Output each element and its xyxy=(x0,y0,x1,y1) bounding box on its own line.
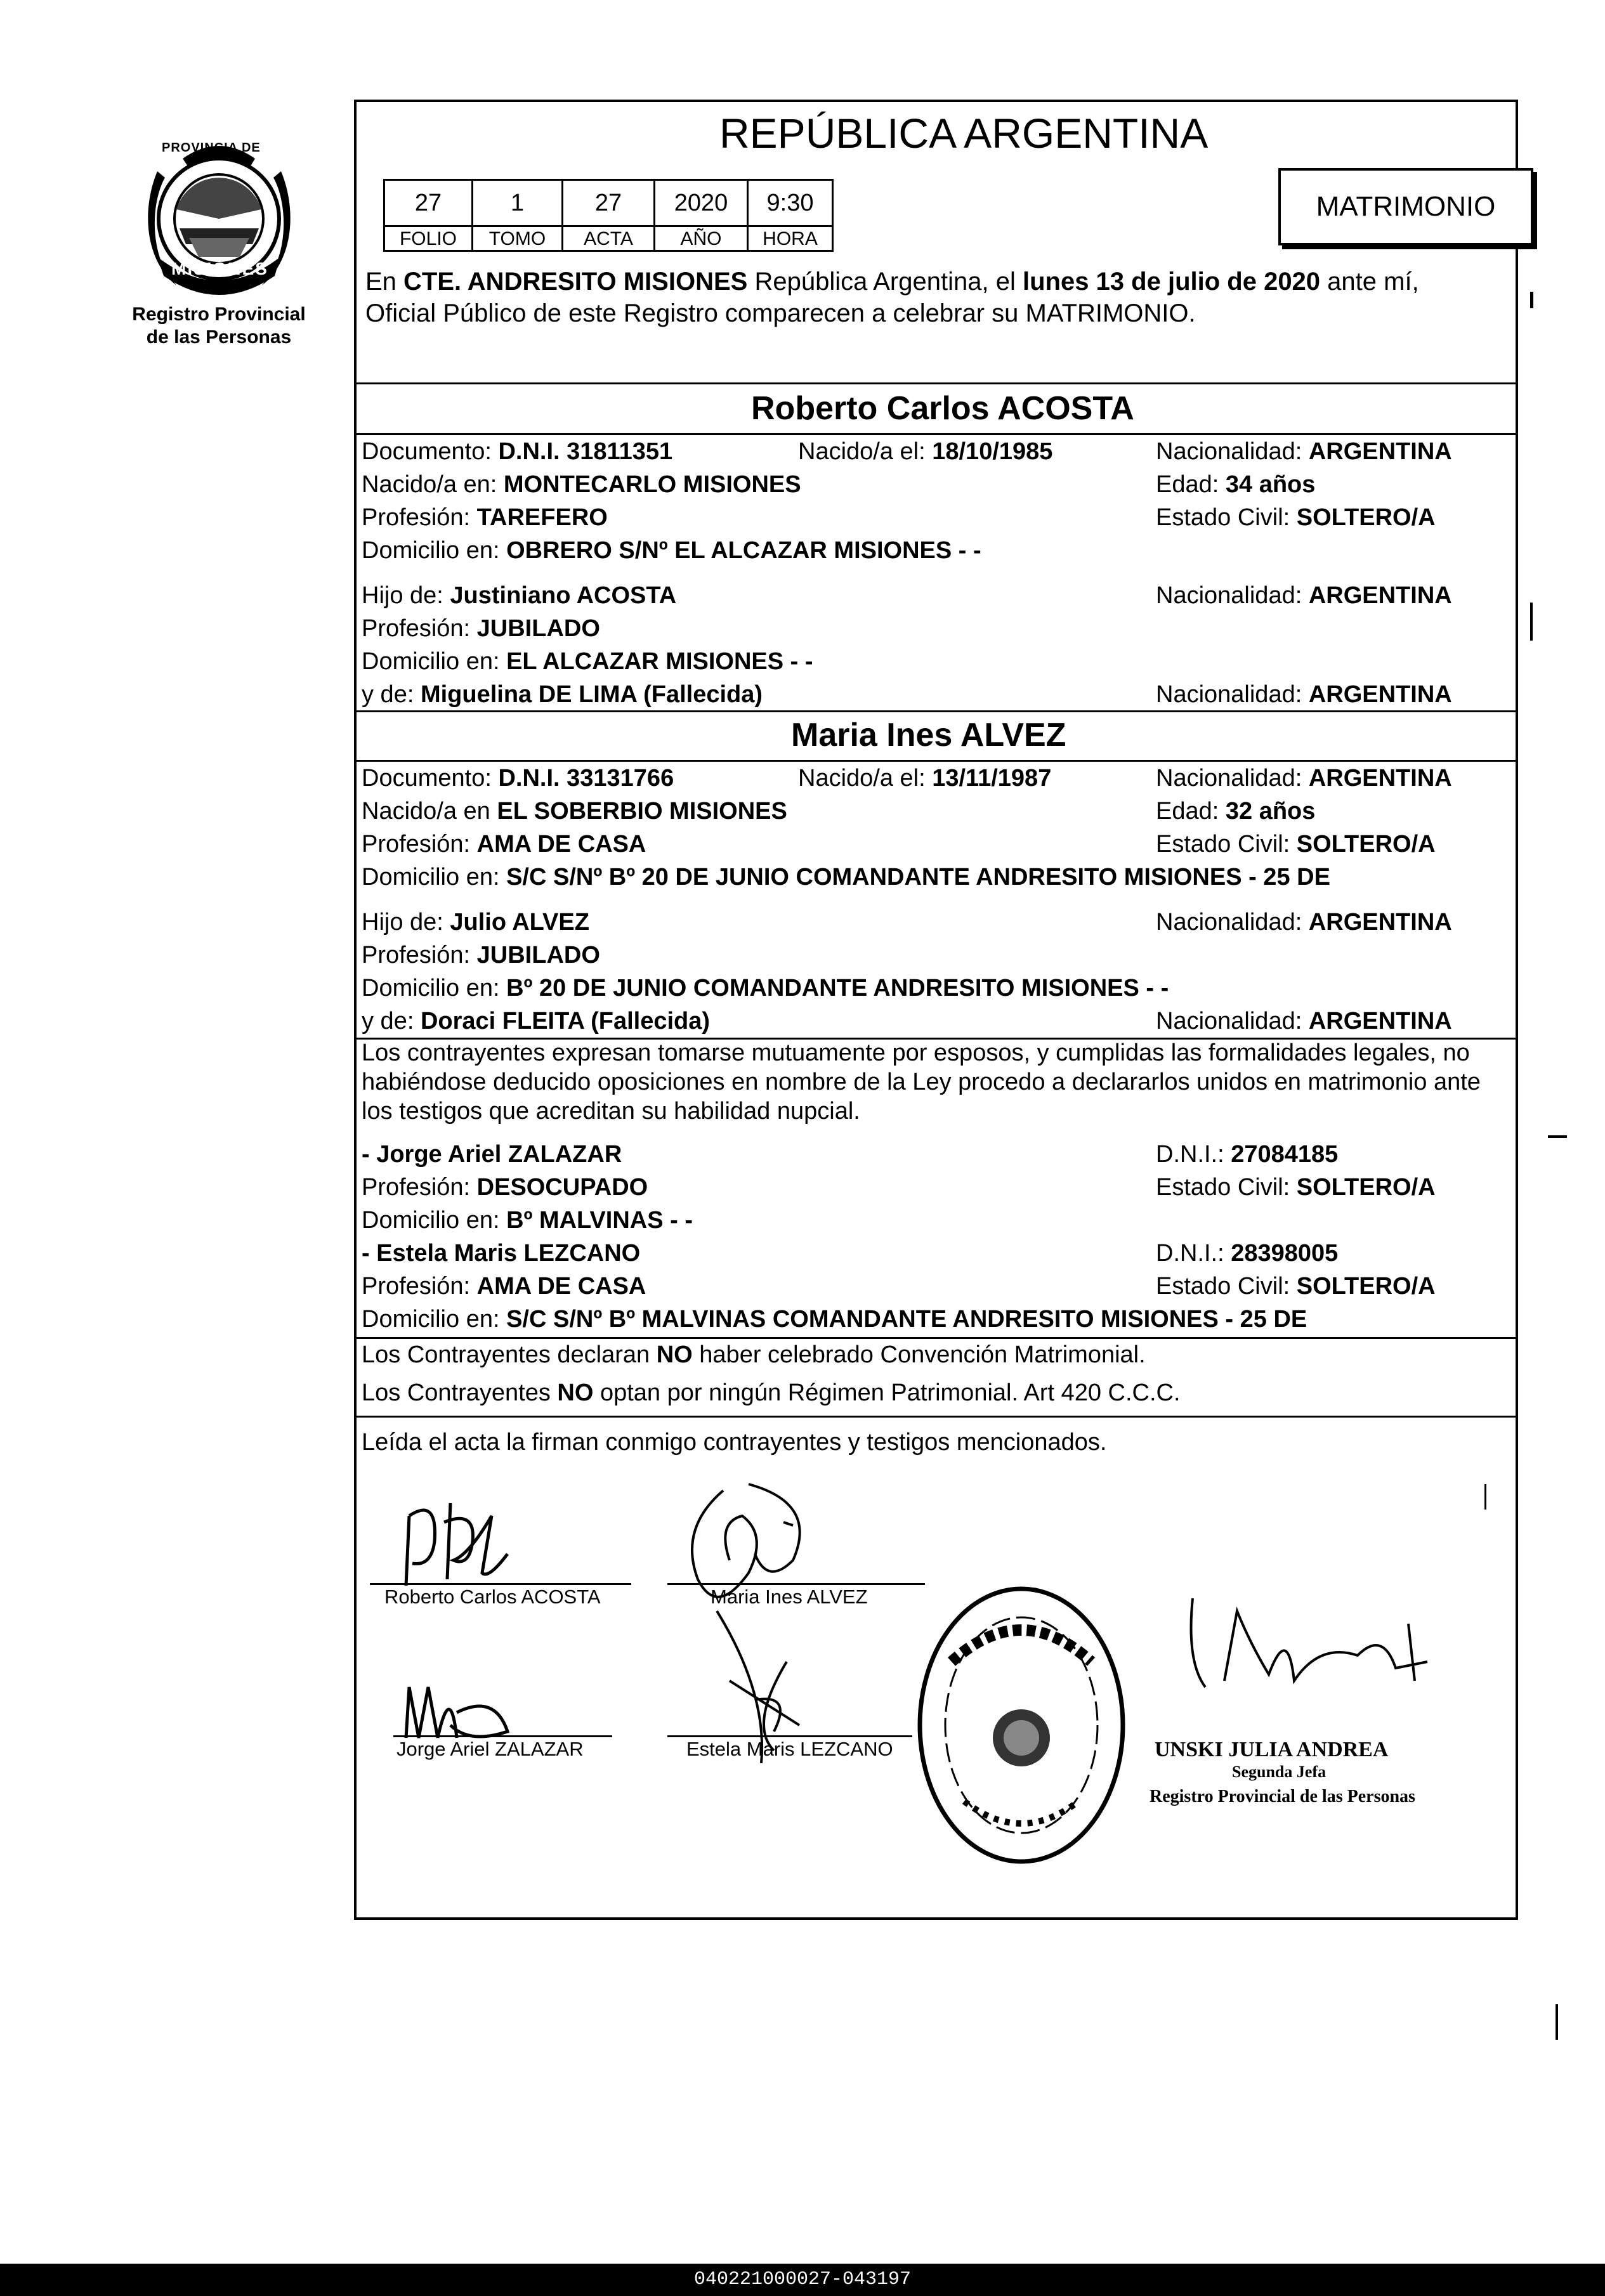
spouse2-name: Maria Ines ALVEZ xyxy=(791,717,1066,753)
anio-value: 2020 xyxy=(653,179,749,227)
field-label: Edad: xyxy=(1156,471,1226,498)
spouse2-nacido-en xyxy=(362,796,787,826)
field-label: Estado Civil: xyxy=(1156,504,1297,531)
field-value: 27084185 xyxy=(1231,1141,1339,1168)
witness2-domicilio xyxy=(362,1304,1307,1334)
intro-place: CTE. ANDRESITO MISIONES xyxy=(403,268,748,296)
field-value: 32 años xyxy=(1225,798,1316,825)
field-value: ARGENTINA xyxy=(1308,681,1452,708)
field-label: Documento: xyxy=(362,438,499,465)
intro-suffix: ante mí, xyxy=(1320,268,1419,296)
witness1-profesion xyxy=(362,1172,648,1203)
spouse2-nacionalidad xyxy=(1156,763,1452,793)
field-label: Domicilio en: xyxy=(362,864,507,890)
spouse1-nacido-el xyxy=(798,436,1052,467)
convention-emphasis: NO xyxy=(656,1341,693,1368)
spouse1-madre-nacionalidad xyxy=(1156,679,1452,710)
hora-label: HORA xyxy=(747,225,834,252)
field-label: Nacido/a el: xyxy=(798,765,933,792)
spouse2-padre xyxy=(362,907,589,937)
signature-acosta-icon xyxy=(381,1490,609,1592)
field-label: Estado Civil: xyxy=(1156,831,1297,858)
spouse2-madre-nacionalidad xyxy=(1156,1006,1452,1036)
field-value: ARGENTINA xyxy=(1308,765,1452,792)
acta-label: ACTA xyxy=(561,225,655,252)
spouse2-documento xyxy=(362,763,674,793)
field-value: ARGENTINA xyxy=(1308,909,1452,936)
convention-text: Los Contrayentes declaran xyxy=(362,1341,657,1368)
intro-date: lunes 13 de julio de 2020 xyxy=(1022,268,1321,296)
signature-line xyxy=(370,1583,631,1585)
witness2-estado-civil xyxy=(1156,1271,1436,1301)
field-label: Nacido/a el: xyxy=(798,438,933,465)
field-value: 28398005 xyxy=(1231,1240,1339,1267)
field-value: SOLTERO/A xyxy=(1296,1174,1436,1201)
field-label: Hijo de: xyxy=(362,909,450,936)
convention-text: haber celebrado Convención Matrimonial. xyxy=(692,1341,1146,1368)
spouse1-padre xyxy=(362,580,676,611)
logo-caption-line1: Registro Provincial xyxy=(132,304,306,325)
field-value: OBRERO S/Nº EL ALCAZAR MISIONES - - xyxy=(506,537,981,564)
hora-value: 9:30 xyxy=(747,179,834,227)
field-value: MONTECARLO MISIONES xyxy=(503,471,801,498)
field-value: ARGENTINA xyxy=(1308,438,1452,465)
witness1-dni xyxy=(1156,1139,1338,1170)
field-label: Documento: xyxy=(362,765,499,792)
field-label: Nacionalidad: xyxy=(1156,438,1309,465)
scan-mark xyxy=(1484,1484,1486,1510)
spouse1-nacido-en xyxy=(362,469,801,500)
field-value: 34 años xyxy=(1225,471,1316,498)
signature-line xyxy=(393,1735,612,1737)
field-label: Domicilio en: xyxy=(362,648,507,675)
field-value: SOLTERO/A xyxy=(1296,1273,1436,1300)
document-code: 040221000027-043197 xyxy=(693,2269,912,2290)
field-label: Nacionalidad: xyxy=(1156,909,1309,936)
official-office: Registro Provincial de las Personas xyxy=(1150,1787,1415,1806)
field-value: Justiniano ACOSTA xyxy=(450,582,677,609)
declaration-line3: los testigos que acreditan su habilidad nupcial. xyxy=(362,1098,860,1125)
spouse1-edad xyxy=(1156,469,1315,500)
field-label: Nacionalidad: xyxy=(1156,765,1309,792)
witness1-name: - Jorge Ariel ZALAZAR xyxy=(362,1141,622,1168)
field-label: y de: xyxy=(362,681,421,708)
witness1-domicilio xyxy=(362,1205,693,1236)
field-value: 18/10/1985 xyxy=(932,438,1053,465)
field-label: Estado Civil: xyxy=(1156,1273,1297,1300)
spouse1-nacionalidad xyxy=(1156,436,1452,467)
field-value: D.N.I. 33131766 xyxy=(498,765,674,792)
field-label: Domicilio en: xyxy=(362,1306,507,1333)
official-title: Segunda Jefa xyxy=(1232,1763,1327,1781)
scan-mark xyxy=(1548,1135,1567,1138)
field-label: Nacionalidad: xyxy=(1156,681,1309,708)
field-label: Nacionalidad: xyxy=(1156,1008,1309,1034)
field-label: Profesión: xyxy=(362,504,477,531)
field-value: Bº 20 DE JUNIO COMANDANTE ANDRESITO MISIONES - - xyxy=(506,975,1169,1001)
scan-mark xyxy=(1530,292,1533,308)
spouse1-padre-domicilio xyxy=(362,646,813,677)
signature-name-lezcano: Estela Maris LEZCANO xyxy=(686,1738,893,1760)
field-value: AMA DE CASA xyxy=(476,831,646,858)
field-label: Nacionalidad: xyxy=(1156,582,1309,609)
field-value: TAREFERO xyxy=(476,504,608,531)
field-label: Profesión: xyxy=(362,615,477,642)
field-value: ARGENTINA xyxy=(1308,582,1452,609)
spouse1-domicilio xyxy=(362,535,981,566)
divider xyxy=(355,710,1517,712)
scan-mark xyxy=(1556,2004,1558,2040)
field-value: SOLTERO/A xyxy=(1296,504,1436,531)
spouse2-padre-domicilio xyxy=(362,973,1169,1003)
folio-label: FOLIO xyxy=(383,225,473,252)
intro-line1 xyxy=(365,266,1419,297)
field-label: Nacido/a en xyxy=(362,798,497,825)
spouse2-domicilio xyxy=(362,862,1330,892)
scan-mark xyxy=(1530,603,1533,641)
convention-text: Los Contrayentes xyxy=(362,1380,558,1406)
signature-name-zalazar: Jorge Ariel ZALAZAR xyxy=(396,1738,584,1760)
spouse1-padre-profesion xyxy=(362,613,600,644)
signature-line xyxy=(667,1583,925,1585)
signature-official-icon xyxy=(1167,1586,1446,1725)
field-value: Julio ALVEZ xyxy=(450,909,589,936)
convention-text: optan por ningún Régimen Patrimonial. Art 420 C.C.C. xyxy=(593,1380,1181,1406)
spouse2-padre-profesion xyxy=(362,940,600,970)
field-label: Profesión: xyxy=(362,1174,477,1201)
spouse2-edad xyxy=(1156,796,1315,826)
seal-bottom-text: MISIONES xyxy=(171,259,268,278)
registry-seal-icon xyxy=(914,1579,1129,1871)
field-label: Edad: xyxy=(1156,798,1226,825)
field-label: D.N.I.: xyxy=(1156,1240,1231,1267)
field-value: Miguelina DE LIMA (Fallecida) xyxy=(420,681,763,708)
field-value: S/C S/Nº Bº MALVINAS COMANDANTE ANDRESITO MISIONES - 25 DE xyxy=(506,1306,1307,1333)
convention-line2 xyxy=(362,1378,1181,1408)
field-label: Profesión: xyxy=(362,1273,477,1300)
field-label: Domicilio en: xyxy=(362,975,507,1001)
field-value: SOLTERO/A xyxy=(1296,831,1436,858)
signatures-intro: Leída el acta la firman conmigo contrayentes y testigos mencionados. xyxy=(362,1429,1107,1456)
spouse1-estado-civil xyxy=(1156,502,1436,533)
spouse2-madre xyxy=(362,1006,710,1036)
spouse2-padre-nacionalidad xyxy=(1156,907,1452,937)
field-value: S/C S/Nº Bº 20 DE JUNIO COMANDANTE ANDRESITO MISIONES - 25 DE xyxy=(506,864,1330,890)
field-value: ARGENTINA xyxy=(1308,1008,1452,1034)
intro-prefix: En xyxy=(365,268,404,296)
tomo-value: 1 xyxy=(471,179,563,227)
tomo-label: TOMO xyxy=(471,225,563,252)
witness1-estado-civil xyxy=(1156,1172,1436,1203)
field-value: D.N.I. 31811351 xyxy=(498,438,673,465)
field-value: DESOCUPADO xyxy=(476,1174,648,1201)
country-title: REPÚBLICA ARGENTINA xyxy=(719,110,1209,157)
intro-mid: República Argentina, el xyxy=(747,268,1023,296)
divider xyxy=(355,760,1517,762)
field-value: Doraci FLEITA (Fallecida) xyxy=(420,1008,711,1034)
spouse1-documento xyxy=(362,436,672,467)
field-label: Estado Civil: xyxy=(1156,1174,1297,1201)
act-type-box xyxy=(1278,168,1533,245)
signature-name-alvez: Maria Ines ALVEZ xyxy=(711,1586,868,1608)
field-label: D.N.I.: xyxy=(1156,1141,1231,1168)
spouse1-name: Roberto Carlos ACOSTA xyxy=(751,390,1134,427)
field-label: Profesión: xyxy=(362,831,477,858)
field-value: 13/11/1987 xyxy=(932,765,1052,792)
witness2-name: - Estela Maris LEZCANO xyxy=(362,1240,641,1267)
field-label: Profesión: xyxy=(362,942,477,969)
divider xyxy=(355,1416,1517,1418)
spouse2-nacido-el xyxy=(798,763,1051,793)
footer-code-bar xyxy=(0,2264,1605,2296)
folio-value: 27 xyxy=(383,179,473,227)
declaration-line2: habiéndose deducido oposiciones en nombre de la Ley procedo a declararlos unidos en matrimonio ante xyxy=(362,1069,1481,1095)
witness2-profesion xyxy=(362,1271,646,1301)
spouse1-padre-nacionalidad xyxy=(1156,580,1452,611)
acta-value: 27 xyxy=(561,179,655,227)
witness2-dni xyxy=(1156,1238,1338,1269)
signature-line xyxy=(667,1735,912,1737)
field-value: JUBILADO xyxy=(476,942,600,969)
field-label: Domicilio en: xyxy=(362,1207,507,1234)
convention-emphasis: NO xyxy=(557,1380,594,1406)
act-type-label: MATRIMONIO xyxy=(1316,191,1496,222)
field-label: y de: xyxy=(362,1008,421,1034)
divider xyxy=(355,382,1517,384)
spouse1-madre xyxy=(362,679,763,710)
declaration-line1: Los contrayentes expresan tomarse mutuamente por esposos, y cumplidas las formalidades legales, no xyxy=(362,1040,1470,1066)
spouse2-estado-civil xyxy=(1156,829,1436,859)
divider xyxy=(355,1337,1517,1339)
logo-caption xyxy=(108,303,330,349)
intro-line2: Oficial Público de este Registro comparecen a celebrar su MATRIMONIO. xyxy=(365,299,1196,327)
spouse1-profesion xyxy=(362,502,608,533)
spouse2-profesion xyxy=(362,829,646,859)
field-label: Domicilio en: xyxy=(362,537,507,564)
anio-label: AÑO xyxy=(653,225,749,252)
field-label: Hijo de: xyxy=(362,582,450,609)
seal-top-text: PROVINCIA DE xyxy=(162,141,261,155)
field-value: JUBILADO xyxy=(476,615,600,642)
field-value: AMA DE CASA xyxy=(476,1273,646,1300)
signature-name-acosta: Roberto Carlos ACOSTA xyxy=(384,1586,601,1608)
divider xyxy=(355,433,1517,435)
convention-line1 xyxy=(362,1340,1146,1370)
field-value: Bº MALVINAS - - xyxy=(506,1207,693,1234)
field-label: Nacido/a en: xyxy=(362,471,504,498)
official-name: UNSKI JULIA ANDREA xyxy=(1155,1738,1389,1761)
field-value: EL ALCAZAR MISIONES - - xyxy=(506,648,813,675)
logo-caption-line2: de las Personas xyxy=(146,327,292,348)
field-value: EL SOBERBIO MISIONES xyxy=(497,798,787,825)
